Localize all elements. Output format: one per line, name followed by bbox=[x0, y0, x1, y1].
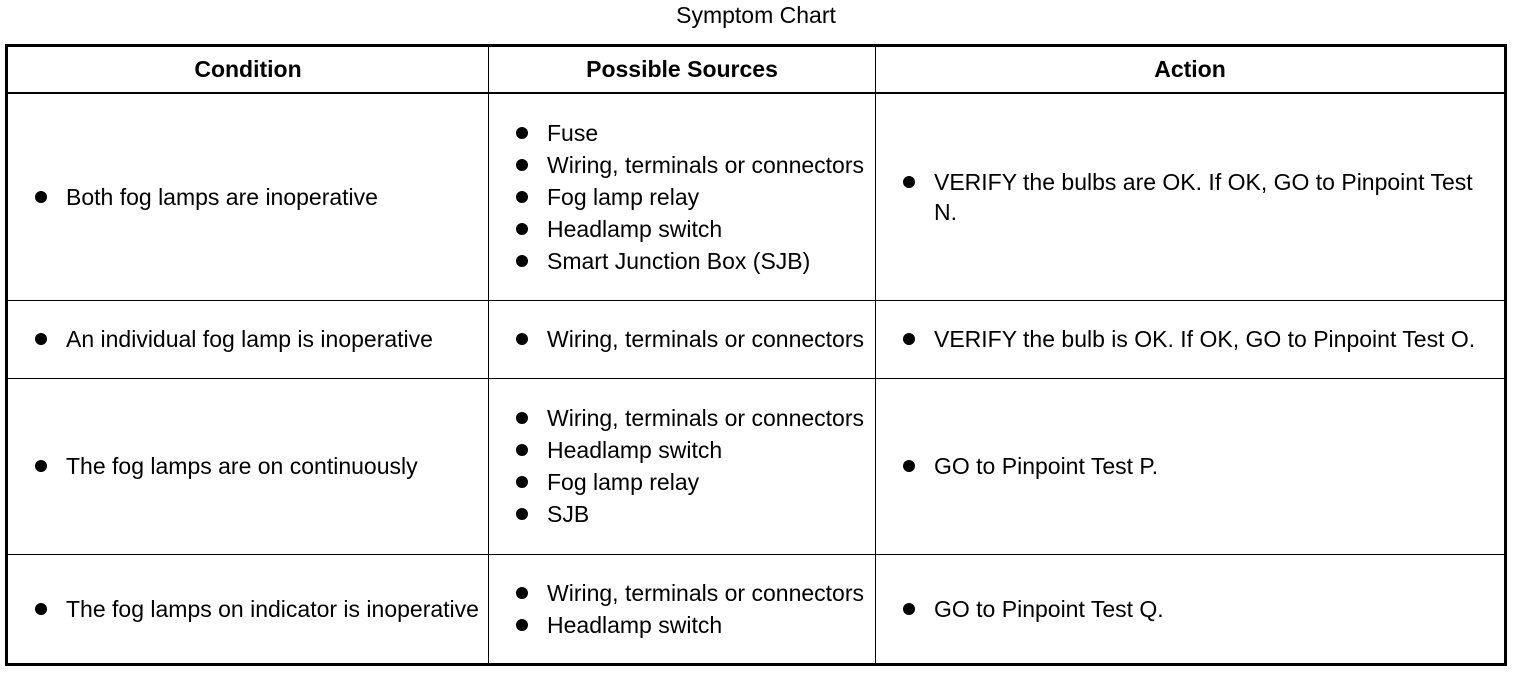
action-cell bbox=[876, 554, 1506, 664]
bullet-icon bbox=[516, 412, 528, 424]
source-item bbox=[489, 214, 875, 244]
table-row bbox=[7, 378, 1506, 554]
source-text: Fog lamp relay bbox=[547, 183, 700, 210]
source-text: Wiring, terminals or connectors bbox=[547, 151, 864, 178]
action-text: VERIFY the bulbs are OK. If OK, GO to Pinpoint Test N. bbox=[934, 168, 1473, 225]
source-text: Smart Junction Box (SJB) bbox=[547, 247, 811, 274]
source-text: Headlamp switch bbox=[547, 437, 723, 463]
table-row bbox=[7, 300, 1506, 378]
bullet-icon bbox=[903, 176, 915, 188]
bullet-icon bbox=[516, 223, 528, 235]
condition-cell bbox=[7, 300, 489, 378]
source-item bbox=[489, 578, 875, 608]
condition-cell bbox=[7, 554, 489, 664]
bullet-icon bbox=[516, 159, 528, 171]
source-text: Fog lamp relay bbox=[547, 469, 700, 495]
source-text: Wiring, terminals or connectors bbox=[547, 326, 864, 352]
bullet-icon bbox=[35, 603, 47, 615]
source-item bbox=[489, 324, 875, 354]
source-item bbox=[489, 610, 875, 640]
sources-cell bbox=[489, 300, 876, 378]
source-text: Wiring, terminals or connectors bbox=[547, 405, 864, 431]
bullet-icon bbox=[516, 619, 528, 631]
action-cell bbox=[876, 378, 1506, 554]
sources-cell bbox=[489, 378, 876, 554]
bullet-icon bbox=[516, 255, 528, 267]
condition-item bbox=[8, 182, 488, 212]
action-cell bbox=[876, 300, 1506, 378]
source-text: Headlamp switch bbox=[547, 611, 723, 638]
action-item bbox=[876, 594, 1504, 624]
sources-cell bbox=[489, 93, 876, 300]
condition-text: The fog lamps on indicator is inoperative bbox=[66, 595, 479, 622]
chart-title: Symptom Chart bbox=[676, 2, 836, 28]
header-action: Action bbox=[876, 46, 1506, 94]
header-condition: Condition bbox=[7, 46, 489, 94]
condition-item bbox=[8, 594, 488, 624]
bullet-icon bbox=[35, 333, 47, 345]
condition-text: The fog lamps are on continuously bbox=[66, 453, 418, 479]
action-cell bbox=[876, 93, 1506, 300]
source-item bbox=[489, 467, 875, 497]
bullet-icon bbox=[516, 333, 528, 345]
header-possible-sources: Possible Sources bbox=[489, 46, 876, 94]
source-text: Fuse bbox=[547, 119, 599, 146]
bullet-icon bbox=[35, 191, 47, 203]
condition-text: Both fog lamps are inoperative bbox=[66, 183, 378, 210]
action-text: GO to Pinpoint Test P. bbox=[934, 453, 1159, 479]
bullet-icon bbox=[516, 191, 528, 203]
condition-cell bbox=[7, 378, 489, 554]
bullet-icon bbox=[516, 508, 528, 520]
bullet-icon bbox=[516, 476, 528, 488]
condition-item bbox=[8, 451, 488, 481]
source-text: Wiring, terminals or connectors bbox=[547, 579, 864, 606]
source-text: SJB bbox=[547, 501, 590, 527]
action-text: GO to Pinpoint Test Q. bbox=[934, 595, 1164, 622]
source-item bbox=[489, 118, 875, 148]
condition-cell bbox=[7, 93, 489, 300]
symptom-table bbox=[5, 44, 1507, 666]
bullet-icon bbox=[903, 603, 915, 615]
source-item bbox=[489, 246, 875, 276]
action-text: VERIFY the bulb is OK. If OK, GO to Pinpoint Test O. bbox=[934, 326, 1476, 352]
source-text: Headlamp switch bbox=[547, 215, 723, 242]
source-item bbox=[489, 182, 875, 212]
sources-cell bbox=[489, 554, 876, 664]
bullet-icon bbox=[516, 587, 528, 599]
source-item bbox=[489, 499, 875, 529]
table-row bbox=[7, 554, 1506, 664]
condition-item bbox=[8, 324, 488, 354]
bullet-icon bbox=[903, 460, 915, 472]
source-item bbox=[489, 403, 875, 433]
table-row bbox=[7, 93, 1506, 300]
action-item bbox=[876, 451, 1504, 481]
condition-text: An individual fog lamp is inoperative bbox=[66, 326, 433, 352]
action-item bbox=[876, 167, 1504, 227]
header-row bbox=[7, 46, 1506, 94]
source-item bbox=[489, 435, 875, 465]
action-item bbox=[876, 324, 1504, 354]
source-item bbox=[489, 150, 875, 180]
bullet-icon bbox=[903, 333, 915, 345]
bullet-icon bbox=[516, 127, 528, 139]
bullet-icon bbox=[516, 444, 528, 456]
bullet-icon bbox=[35, 460, 47, 472]
